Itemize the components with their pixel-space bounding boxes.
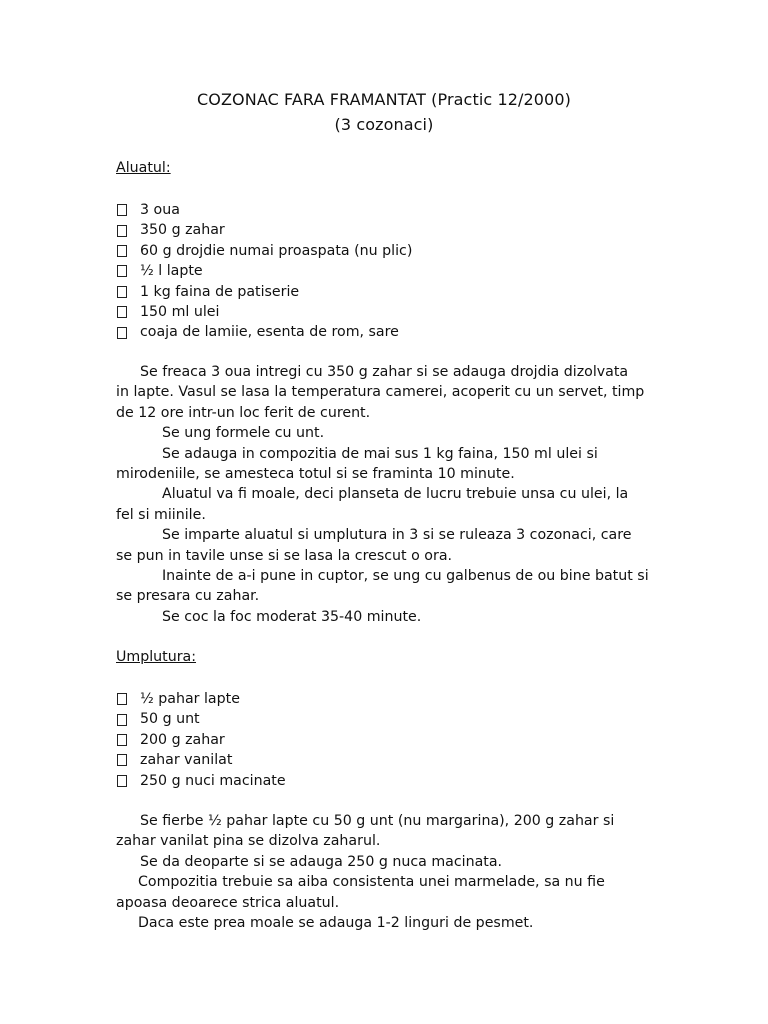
dough-instructions <box>116 362 656 627</box>
instruction-line: Aluatul va fi moale, deci planseta de lucru trebuie unsa cu ulei, la <box>162 486 629 503</box>
filling-heading: Umplutura: <box>116 649 197 665</box>
ingredient-text: zahar vanilat <box>140 752 233 769</box>
instruction-line: Se freaca 3 oua intregi cu 350 g zahar si se adauga drojdia dizolvata <box>140 364 629 380</box>
ingredient-text: 1 kg faina de patiserie <box>140 283 300 300</box>
list-item <box>116 302 412 322</box>
ingredient-text: 150 ml ulei <box>140 303 220 320</box>
dough-heading: Aluatul: <box>116 160 171 176</box>
checkbox-bullet-icon <box>117 734 127 746</box>
instruction-line: Daca este prea moale se adauga 1-2 linguri de pesmet. <box>138 915 534 932</box>
instruction-line: in lapte. Vasul se lasa la temperatura camerei, acoperit cu un servet, timp <box>116 384 645 401</box>
list-item <box>116 689 286 709</box>
filling-instructions <box>116 811 656 933</box>
checkbox-bullet-icon <box>117 693 127 705</box>
list-item <box>116 730 286 750</box>
list-item <box>116 241 412 261</box>
filling-ingredient-list <box>116 689 286 791</box>
instruction-line: Se ung formele cu unt. <box>162 425 325 442</box>
list-item <box>116 771 286 791</box>
recipe-subtitle: (3 cozonaci) <box>334 115 434 134</box>
list-item <box>116 322 412 342</box>
instruction-line: fel si miinile. <box>116 506 206 523</box>
recipe-title: COZONAC FARA FRAMANTAT (Practic 12/2000) <box>197 90 571 109</box>
checkbox-bullet-icon <box>117 775 127 787</box>
instruction-line: Se adauga in compozitia de mai sus 1 kg faina, 150 ml ulei si <box>162 445 598 462</box>
ingredient-text: 200 g zahar <box>140 731 225 748</box>
ingredient-text: 60 g drojdie numai proaspata (nu plic) <box>140 242 413 259</box>
ingredient-text: 250 g nuci macinate <box>140 772 286 789</box>
checkbox-bullet-icon <box>117 754 127 766</box>
instruction-line: se presara cu zahar. <box>116 588 260 605</box>
checkbox-bullet-icon <box>117 204 127 216</box>
ingredient-text: coaja de lamiie, esenta de rom, sare <box>140 324 399 341</box>
instruction-line: mirodeniile, se amesteca totul si se framinta 10 minute. <box>116 466 515 483</box>
list-item <box>116 750 286 770</box>
list-item <box>116 282 412 302</box>
list-item <box>116 200 412 220</box>
instruction-line: Se coc la foc moderat 35-40 minute. <box>162 608 422 625</box>
instruction-line: zahar vanilat pina se dizolva zaharul. <box>116 833 381 850</box>
checkbox-bullet-icon <box>117 265 127 277</box>
dough-ingredient-list <box>116 200 412 343</box>
instruction-line: apoasa deoarece strica aluatul. <box>116 894 340 911</box>
checkbox-bullet-icon <box>117 245 127 257</box>
ingredient-text: 3 oua <box>140 202 180 218</box>
instruction-line: Se da deoparte si se adauga 250 g nuca macinata. <box>140 853 503 870</box>
list-item <box>116 709 286 729</box>
instruction-line: Se imparte aluatul si umplutura in 3 si se ruleaza 3 cozonaci, care <box>162 527 632 544</box>
ingredient-text: 50 g unt <box>140 711 200 728</box>
instruction-line: Inainte de a-i pune in cuptor, se ung cu galbenus de ou bine batut si <box>162 568 649 585</box>
instruction-line: de 12 ore intr-un loc ferit de curent. <box>116 404 371 421</box>
checkbox-bullet-icon <box>117 327 127 339</box>
ingredient-text: ½ pahar lapte <box>140 691 240 707</box>
instruction-line: Compozitia trebuie sa aiba consistenta unei marmelade, sa nu fie <box>138 874 605 891</box>
checkbox-bullet-icon <box>117 714 127 726</box>
instruction-line: Se fierbe ½ pahar lapte cu 50 g unt (nu margarina), 200 g zahar si <box>140 813 615 829</box>
checkbox-bullet-icon <box>117 306 127 318</box>
checkbox-bullet-icon <box>117 225 127 237</box>
list-item <box>116 261 412 281</box>
ingredient-text: 350 g zahar <box>140 222 225 239</box>
ingredient-text: ½ l lapte <box>140 263 203 280</box>
list-item <box>116 220 412 240</box>
instruction-line: se pun in tavile unse si se lasa la crescut o ora. <box>116 547 453 564</box>
checkbox-bullet-icon <box>117 286 127 298</box>
